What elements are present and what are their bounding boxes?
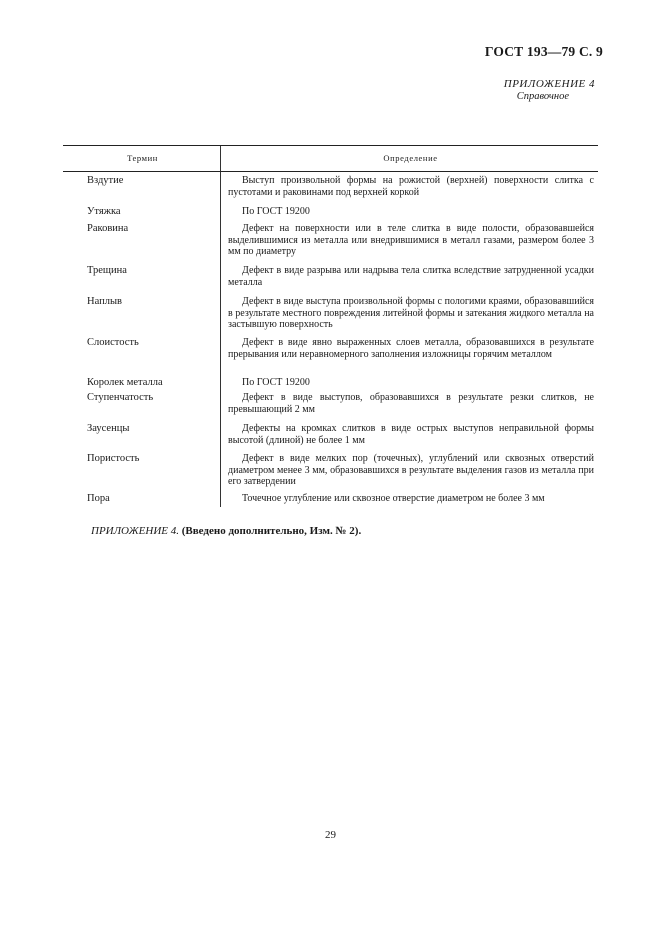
term-cell: Наплыв [87,296,122,307]
amendment-note [91,525,361,537]
terms-table [63,145,598,504]
definition-cell: Выступ произвольной формы на рожистой (верхней) поверхности слитка с пустотами и раковинами под верхней коркой [228,175,594,198]
definition-cell: Дефект в виде выступов, образовавшихся в результате резки слитков, не превышающий 2 мм [228,392,594,415]
definition-cell: Дефект в виде явно выраженных слоев металла, образовавшихся в результате прерывания или неравномерного заполнения изложницы горячим металлом [228,337,594,360]
amendment-text: (Введено дополнительно, Изм. № 2). [181,525,362,537]
term-cell: Королек металла [87,377,163,388]
term-cell: Раковина [87,223,129,234]
definition-cell: Дефект на поверхности или в теле слитка в виде полости, образовавшейся выделившимися из металла или внедрившимися в металл газами, размером более 3 мм по диаметру [228,223,594,257]
term-cell: Пористость [87,453,140,464]
term-cell: Пора [87,493,110,504]
page-number: 29 [325,829,336,841]
column-header-term: Термин [127,153,158,163]
document-code: ГОСТ 193—79 С. 9 [484,44,603,59]
definition-cell: Дефекты на кромках слитков в виде острых выступов неправильной формы высотой (длиной) не более 1 мм [228,423,594,446]
term-cell: Трещина [87,265,127,276]
term-cell: Ступенчатость [87,392,154,403]
definition-cell: Точечное углубление или сквозное отверстие диаметром не более 3 мм [242,493,545,504]
table-header [63,145,598,172]
definition-cell: По ГОСТ 19200 [242,206,310,217]
term-cell: Вздутие [87,175,124,186]
appendix-title: ПРИЛОЖЕНИЕ 4 [503,78,595,90]
term-cell: Слоистость [87,337,139,348]
column-divider [220,145,221,507]
term-cell: Заусенцы [87,423,130,434]
amendment-label: ПРИЛОЖЕНИЕ 4. [91,525,179,537]
definition-cell: Дефект в виде выступа произвольной формы с пологими краями, образовавшийся в результате местного повреждения литейной формы и затекания жидкого металла на застывшую поверхность [228,296,594,330]
definition-cell: Дефект в виде разрыва или надрыва тела слитка вследствие затрудненной усадки металла [228,265,594,288]
appendix-type: Справочное [516,91,569,102]
term-cell: Утяжка [87,206,121,217]
column-header-definition: Определение [383,153,438,163]
definition-cell: Дефект в виде мелких пор (точечных), углублений или сквозных отверстий диаметром менее 3 мм, образовавшихся в результате выделения газов из металла при его затвердении [228,453,594,487]
definition-cell: По ГОСТ 19200 [242,377,310,388]
